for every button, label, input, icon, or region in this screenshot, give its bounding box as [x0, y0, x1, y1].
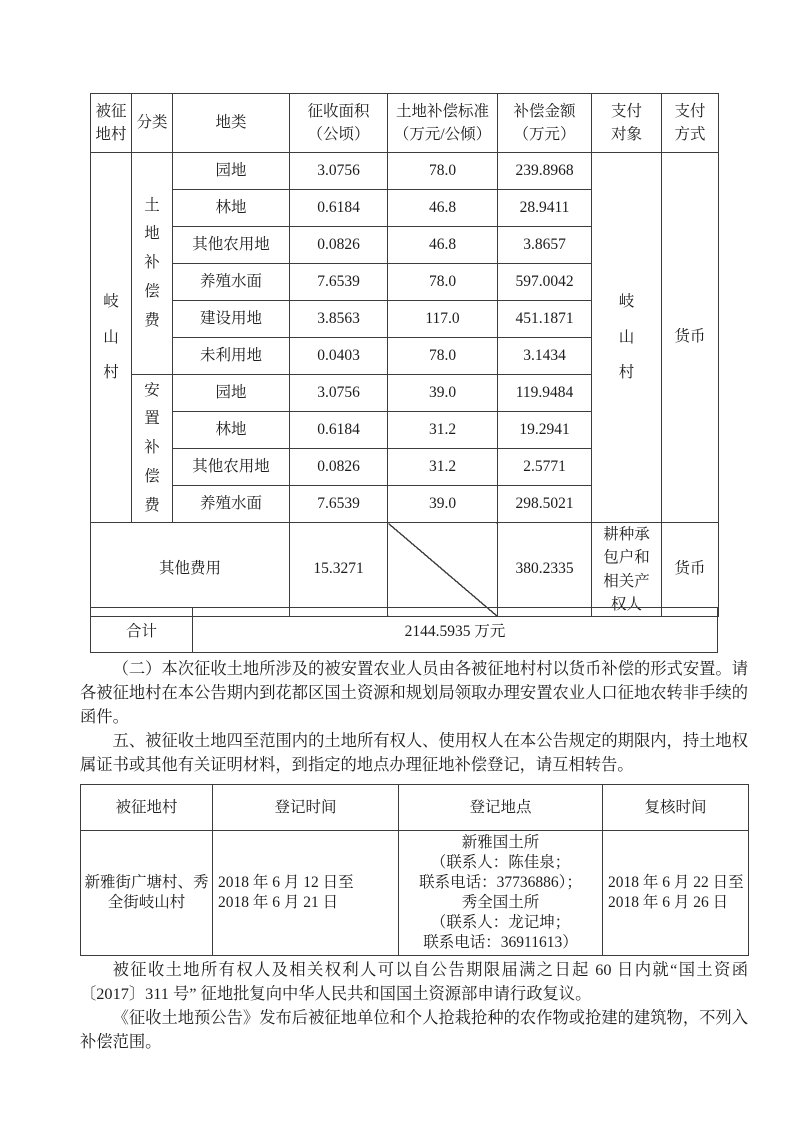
amount-value: 2.5771: [498, 449, 592, 486]
standard-value: 78.0: [388, 264, 498, 301]
amount-value: 3.1434: [498, 338, 592, 375]
reg-village: 新雅街广塘村、秀全街岐山村: [81, 831, 213, 956]
body-text-block-2: [80, 958, 748, 1054]
header-village: 被征 地村: [91, 94, 132, 153]
land-type: 林地: [173, 412, 290, 449]
compensation-table: [90, 93, 719, 617]
other-fees-payee: 耕种承包户和相关产权人: [592, 523, 662, 617]
amount-value: 28.9411: [498, 190, 592, 227]
standard-value: 31.2: [388, 412, 498, 449]
area-value: 7.6539: [290, 486, 388, 523]
other-fees-row: [91, 523, 719, 617]
other-fees-area: 15.3271: [290, 523, 388, 617]
payee-cell: 岐山村: [592, 153, 662, 523]
land-type: 林地: [173, 190, 290, 227]
header-category: 分类: [132, 94, 173, 153]
area-value: 3.0756: [290, 153, 388, 190]
paragraph-review-rights: 被征收土地所有权人及相关权利人可以自公告期限届满之日起 60 日内就“国土资函〔2017〕311 号” 征地批复向中华人民共和国国土资源部申请行政复议。: [80, 960, 748, 1003]
reg-review-time: 2018 年 6 月 22 日至 2018 年 6 月 26 日: [603, 831, 749, 956]
header-amount: 补偿金额 （万元）: [498, 94, 592, 153]
standard-value: 78.0: [388, 153, 498, 190]
amount-value: 298.5021: [498, 486, 592, 523]
standard-value: 46.8: [388, 190, 498, 227]
area-value: 7.6539: [290, 264, 388, 301]
amount-value: 19.2941: [498, 412, 592, 449]
standard-value: 39.0: [388, 486, 498, 523]
area-value: 3.0756: [290, 375, 388, 412]
land-row: [91, 153, 719, 190]
body-text-block-1: [80, 657, 748, 777]
other-fees-label: 其他费用: [91, 523, 290, 617]
area-value: 3.8563: [290, 301, 388, 338]
area-value: 0.6184: [290, 190, 388, 227]
group-resettlement-compensation: 安置补偿费: [132, 375, 173, 523]
land-type: 其他农用地: [173, 449, 290, 486]
reg-location: 新雅国土所 （联系人：陈佳泉； 联系电话：37736886）； 秀全国土所 （联系人：龙记坤； 联系电话：36911613）: [399, 831, 603, 956]
standard-value: 39.0: [388, 375, 498, 412]
land-type: 其他农用地: [173, 227, 290, 264]
header-method: 支付 方式: [662, 94, 719, 153]
standard-value: 46.8: [388, 227, 498, 264]
reg-time: 2018 年 6 月 12 日至 2018 年 6 月 21 日: [213, 831, 399, 956]
land-type: 养殖水面: [173, 486, 290, 523]
method-cell: 货币: [662, 153, 719, 523]
registration-table: [80, 784, 749, 956]
paragraph-resettlement: （二）本次征收土地所涉及的被安置农业人员由各被征地村村以货币补偿的形式安置。请各被征地村在本公告期内到花都区国土资源和规划局领取办理安置农业人口征地农转非手续的函件。: [80, 659, 748, 726]
land-type: 未利用地: [173, 338, 290, 375]
standard-value: 31.2: [388, 449, 498, 486]
group-land-compensation: 土地补偿费: [132, 153, 173, 375]
amount-value: 119.9484: [498, 375, 592, 412]
land-type: 园地: [173, 375, 290, 412]
total-value: 2144.5935 万元: [404, 623, 506, 640]
reg-header-time: 登记时间: [213, 785, 399, 831]
paragraph-registration-notice: 五、被征收土地四至范围内的土地所有权人、使用权人在本公告规定的期限内，持土地权属证书或其他有关证明材料，到指定的地点办理征地补偿登记，请互相转告。: [80, 731, 748, 774]
area-value: 0.0403: [290, 338, 388, 375]
other-fees-amount: 380.2335: [498, 523, 592, 617]
standard-value: 117.0: [388, 301, 498, 338]
total-label: 合计: [91, 608, 193, 652]
header-payee: 支付 对象: [592, 94, 662, 153]
area-value: 0.6184: [290, 412, 388, 449]
land-type: 建设用地: [173, 301, 290, 338]
reg-header-review: 复核时间: [603, 785, 749, 831]
amount-value: 451.1871: [498, 301, 592, 338]
table-header-row: [91, 94, 719, 153]
paragraph-pre-announcement: 《征收土地预公告》发布后被征地单位和个人抢栽抢种的农作物或抢建的建筑物，不列入补偿范围。: [80, 1008, 748, 1051]
registration-data-row: [81, 831, 749, 956]
amount-value: 239.8968: [498, 153, 592, 190]
amount-value: 3.8657: [498, 227, 592, 264]
standard-value: 78.0: [388, 338, 498, 375]
reg-header-location: 登记地点: [399, 785, 603, 831]
total-row: [90, 607, 718, 653]
header-standard: 土地补偿标准 （万元/公倾）: [388, 94, 498, 153]
registration-header-row: [81, 785, 749, 831]
header-area: 征收面积 （公顷）: [290, 94, 388, 153]
area-value: 0.0826: [290, 449, 388, 486]
reg-header-village: 被征地村: [81, 785, 213, 831]
land-type: 园地: [173, 153, 290, 190]
area-value: 0.0826: [290, 227, 388, 264]
other-fees-method: 货币: [662, 523, 719, 617]
land-type: 养殖水面: [173, 264, 290, 301]
header-land-type: 地类: [173, 94, 290, 153]
diagonal-slash-cell: [388, 523, 498, 617]
amount-value: 597.0042: [498, 264, 592, 301]
village-cell: 岐山村: [91, 153, 132, 523]
